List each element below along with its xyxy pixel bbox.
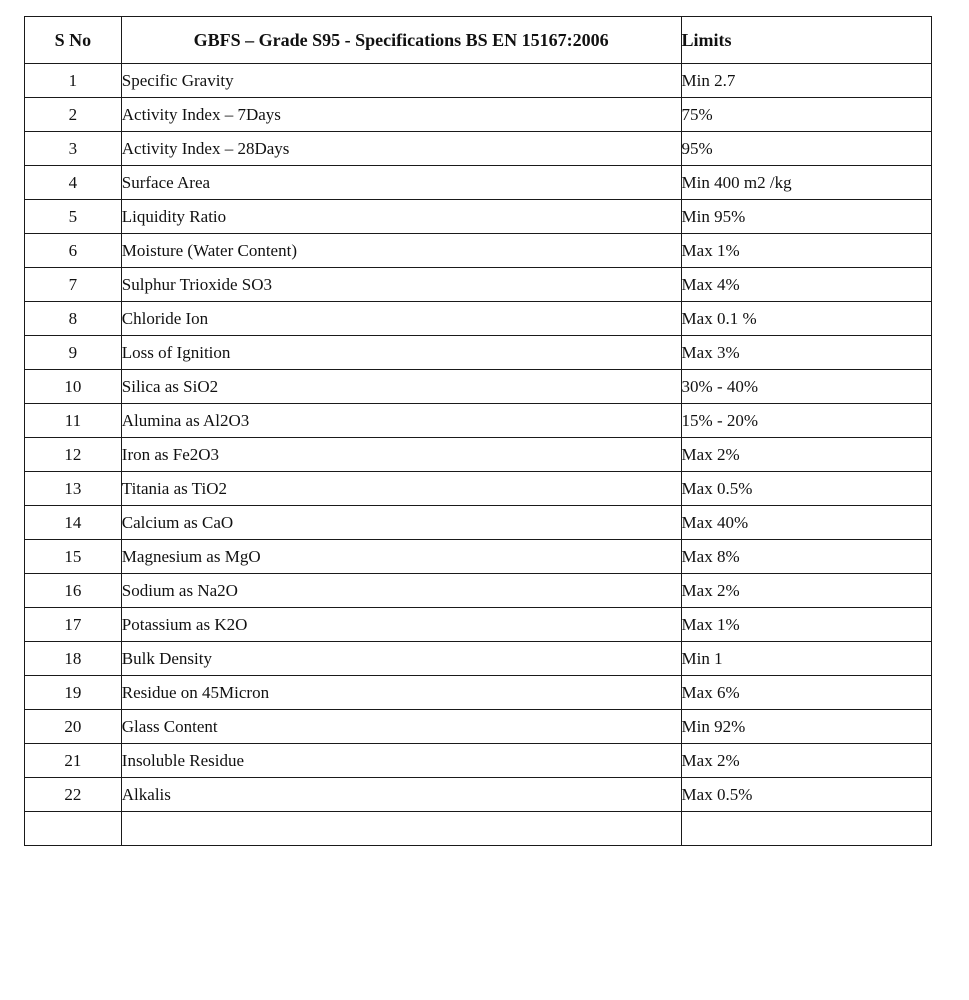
row-sno-cell: 6 <box>25 234 122 268</box>
column-header-limits: Limits <box>681 17 931 64</box>
table-row <box>25 506 932 540</box>
table-row <box>25 744 932 778</box>
row-spec-cell: Silica as SiO2 <box>121 370 681 404</box>
row-spec-cell: Alumina as Al2O3 <box>121 404 681 438</box>
row-spec-cell: Sulphur Trioxide SO3 <box>121 268 681 302</box>
table-row <box>25 472 932 506</box>
row-limit-cell: 30% - 40% <box>681 370 931 404</box>
table-row <box>25 268 932 302</box>
row-limit-cell: Max 1% <box>681 234 931 268</box>
table-row <box>25 404 932 438</box>
row-sno-cell: 5 <box>25 200 122 234</box>
table-row <box>25 336 932 370</box>
row-limit-cell: Max 1% <box>681 608 931 642</box>
row-sno-cell: 8 <box>25 302 122 336</box>
table-row <box>25 710 932 744</box>
row-sno-cell: 2 <box>25 98 122 132</box>
row-spec-cell: Activity Index – 28Days <box>121 132 681 166</box>
row-spec-cell: Alkalis <box>121 778 681 812</box>
row-sno-cell: 12 <box>25 438 122 472</box>
row-sno-cell: 21 <box>25 744 122 778</box>
row-spec-cell: Loss of Ignition <box>121 336 681 370</box>
table-row <box>25 166 932 200</box>
row-sno-cell: 19 <box>25 676 122 710</box>
table-row <box>25 64 932 98</box>
table-row <box>25 642 932 676</box>
row-sno-cell: 22 <box>25 778 122 812</box>
row-limit-cell: Max 3% <box>681 336 931 370</box>
row-limit-cell: Max 0.5% <box>681 472 931 506</box>
row-sno-cell: 3 <box>25 132 122 166</box>
row-spec-cell: Calcium as CaO <box>121 506 681 540</box>
header-row <box>25 17 932 64</box>
document-page <box>24 16 932 846</box>
row-spec-cell <box>121 812 681 846</box>
row-limit-cell: Max 0.1 % <box>681 302 931 336</box>
row-sno-cell: 9 <box>25 336 122 370</box>
row-spec-cell: Glass Content <box>121 710 681 744</box>
table-row <box>25 676 932 710</box>
row-limit-cell: 75% <box>681 98 931 132</box>
row-sno-cell: 7 <box>25 268 122 302</box>
row-spec-cell: Potassium as K2O <box>121 608 681 642</box>
row-limit-cell: Min 1 <box>681 642 931 676</box>
table-row <box>25 302 932 336</box>
table-row <box>25 132 932 166</box>
row-limit-cell: Min 400 m2 /kg <box>681 166 931 200</box>
row-spec-cell: Surface Area <box>121 166 681 200</box>
row-sno-cell: 13 <box>25 472 122 506</box>
table-row <box>25 608 932 642</box>
row-spec-cell: Activity Index – 7Days <box>121 98 681 132</box>
row-limit-cell: Max 0.5% <box>681 778 931 812</box>
row-sno-cell <box>25 812 122 846</box>
row-sno-cell: 18 <box>25 642 122 676</box>
row-limit-cell: Max 4% <box>681 268 931 302</box>
table-row <box>25 98 932 132</box>
row-sno-cell: 20 <box>25 710 122 744</box>
table-row <box>25 234 932 268</box>
row-limit-cell: Min 92% <box>681 710 931 744</box>
row-limit-cell: Max 6% <box>681 676 931 710</box>
spec-table-header <box>25 17 932 64</box>
row-limit-cell: 15% - 20% <box>681 404 931 438</box>
row-limit-cell <box>681 812 931 846</box>
row-sno-cell: 16 <box>25 574 122 608</box>
row-spec-cell: Sodium as Na2O <box>121 574 681 608</box>
row-spec-cell: Liquidity Ratio <box>121 200 681 234</box>
column-header-sno: S No <box>25 17 122 64</box>
table-row <box>25 778 932 812</box>
row-spec-cell: Residue on 45Micron <box>121 676 681 710</box>
row-sno-cell: 11 <box>25 404 122 438</box>
row-limit-cell: Max 2% <box>681 744 931 778</box>
row-limit-cell: Min 95% <box>681 200 931 234</box>
row-sno-cell: 10 <box>25 370 122 404</box>
row-sno-cell: 1 <box>25 64 122 98</box>
row-spec-cell: Insoluble Residue <box>121 744 681 778</box>
row-spec-cell: Iron as Fe2O3 <box>121 438 681 472</box>
row-limit-cell: Min 2.7 <box>681 64 931 98</box>
row-sno-cell: 14 <box>25 506 122 540</box>
table-row <box>25 540 932 574</box>
row-limit-cell: Max 8% <box>681 540 931 574</box>
table-row <box>25 438 932 472</box>
row-sno-cell: 15 <box>25 540 122 574</box>
row-spec-cell: Titania as TiO2 <box>121 472 681 506</box>
row-limit-cell: 95% <box>681 132 931 166</box>
row-spec-cell: Magnesium as MgO <box>121 540 681 574</box>
row-spec-cell: Chloride Ion <box>121 302 681 336</box>
table-row <box>25 812 932 846</box>
table-row <box>25 370 932 404</box>
spec-table <box>24 16 932 846</box>
column-header-specifications: GBFS – Grade S95 - Specifications BS EN 15167:2006 <box>121 17 681 64</box>
row-limit-cell: Max 40% <box>681 506 931 540</box>
row-limit-cell: Max 2% <box>681 438 931 472</box>
row-limit-cell: Max 2% <box>681 574 931 608</box>
row-spec-cell: Bulk Density <box>121 642 681 676</box>
row-spec-cell: Specific Gravity <box>121 64 681 98</box>
row-sno-cell: 17 <box>25 608 122 642</box>
row-sno-cell: 4 <box>25 166 122 200</box>
spec-table-body <box>25 64 932 846</box>
table-row <box>25 574 932 608</box>
table-row <box>25 200 932 234</box>
row-spec-cell: Moisture (Water Content) <box>121 234 681 268</box>
